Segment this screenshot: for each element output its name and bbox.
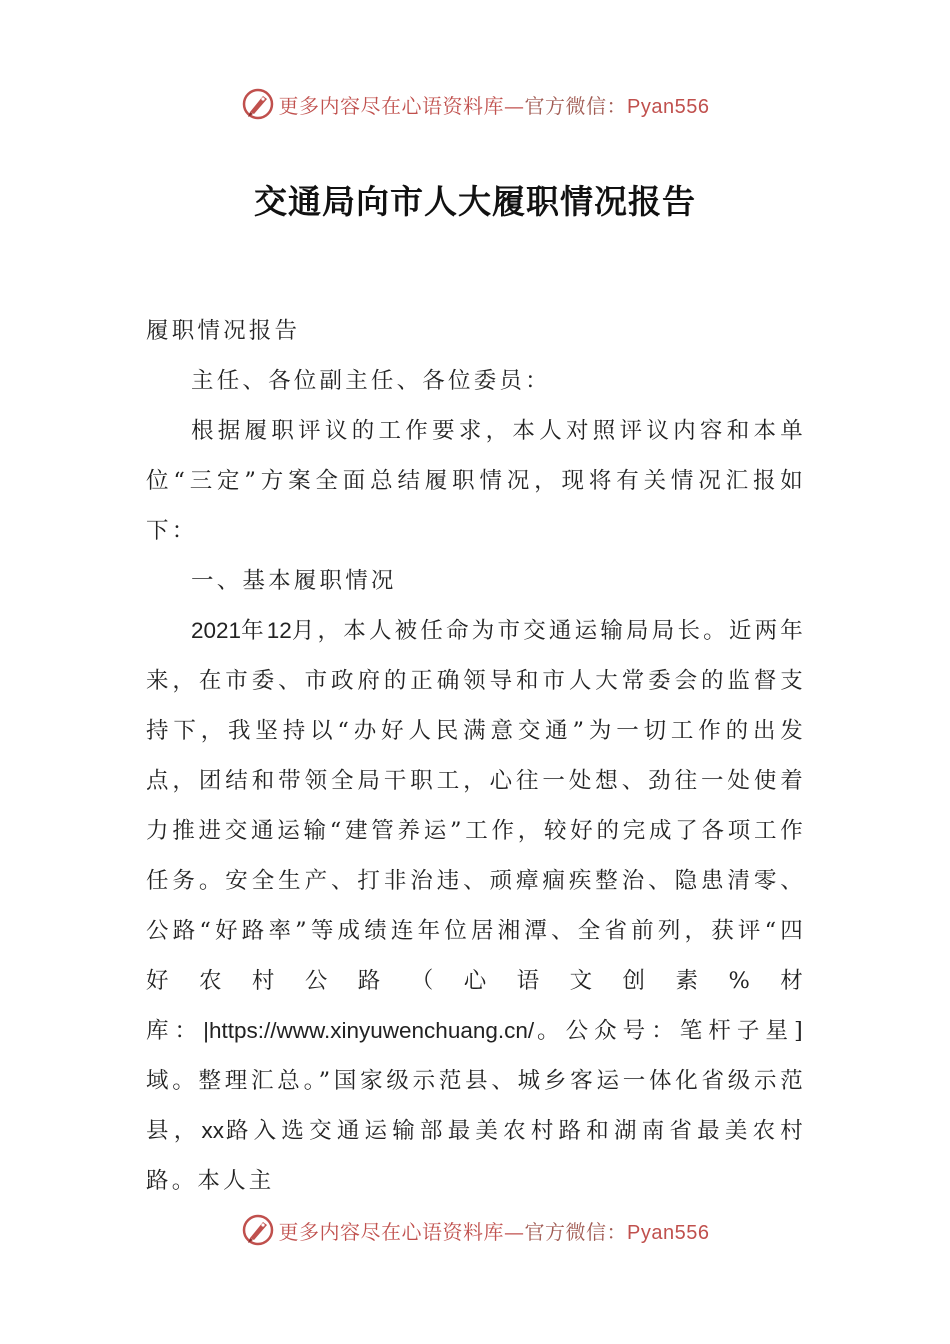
header-banner-lead: 更多内容尽在心语资料库 — [278, 93, 505, 118]
pen-nib-logo-icon — [241, 87, 275, 121]
para-url: |https://www.xinyuwenchuang.cn/ — [203, 1018, 535, 1043]
para-text-b: 。公众号：笔杆子星]域。整理汇总。”国家级示范县、城乡客运一体化省级示范县， — [146, 1018, 807, 1144]
header-banner-dash: — — [504, 93, 525, 118]
pen-nib-logo-icon — [241, 1213, 275, 1247]
para-xx: xx — [201, 1118, 224, 1143]
footer-banner-wechat-id: Pyan556 — [627, 1221, 710, 1244]
header-banner-text — [279, 90, 710, 119]
intro-paragraph: 根据履职评议的工作要求，本人对照评议内容和本单位“三定”方案全面总结履职情况，现将有关情况汇报如下： — [146, 418, 806, 544]
document-subtitle: 履职情况报告 — [146, 318, 301, 344]
para-month: 12 — [266, 618, 292, 643]
document-body — [146, 306, 806, 1206]
body-paragraph — [146, 606, 806, 1206]
footer-banner-text — [279, 1216, 710, 1245]
footer-banner-dash: — — [504, 1219, 525, 1244]
footer-banner — [0, 1212, 950, 1248]
para-year-suffix: 年 — [241, 618, 267, 644]
section-heading: 一、基本履职情况 — [191, 568, 397, 594]
salutation: 主任、各位副主任、各位委员： — [191, 368, 551, 394]
para-text-a: 月，本人被任命为市交通运输局局长。近两年来，在市委、市政府的正确领导和市人大常委会的监督支持下，我坚持以“办好人民满意交通”为一切工作的出发点，团结和带领全局干职工，心往一处想、劲往一处使着力推进交通运输“建管养运”工作，较好的完成了各项工作任务。安全生产、打非治违、顽瘴痼疾整治、隐患清零、公路“好路率”等成绩连年位居湘潭、全省前列，获评“四好农村公路（心语文创素%材库： — [146, 618, 806, 1044]
footer-banner-tail: 官方微信： — [524, 1219, 628, 1244]
footer-banner-lead: 更多内容尽在心语资料库 — [278, 1219, 505, 1244]
para-year: 2021 — [191, 618, 242, 643]
header-banner-tail: 官方微信： — [524, 93, 628, 118]
para-text-c: 路入选交通运输部最美农村路和湖南省最美农村路。本人主 — [146, 1118, 806, 1194]
header-banner-wechat-id: Pyan556 — [627, 95, 710, 118]
header-banner — [0, 86, 950, 122]
document-title: 交通局向市人大履职情况报告 — [254, 182, 696, 221]
